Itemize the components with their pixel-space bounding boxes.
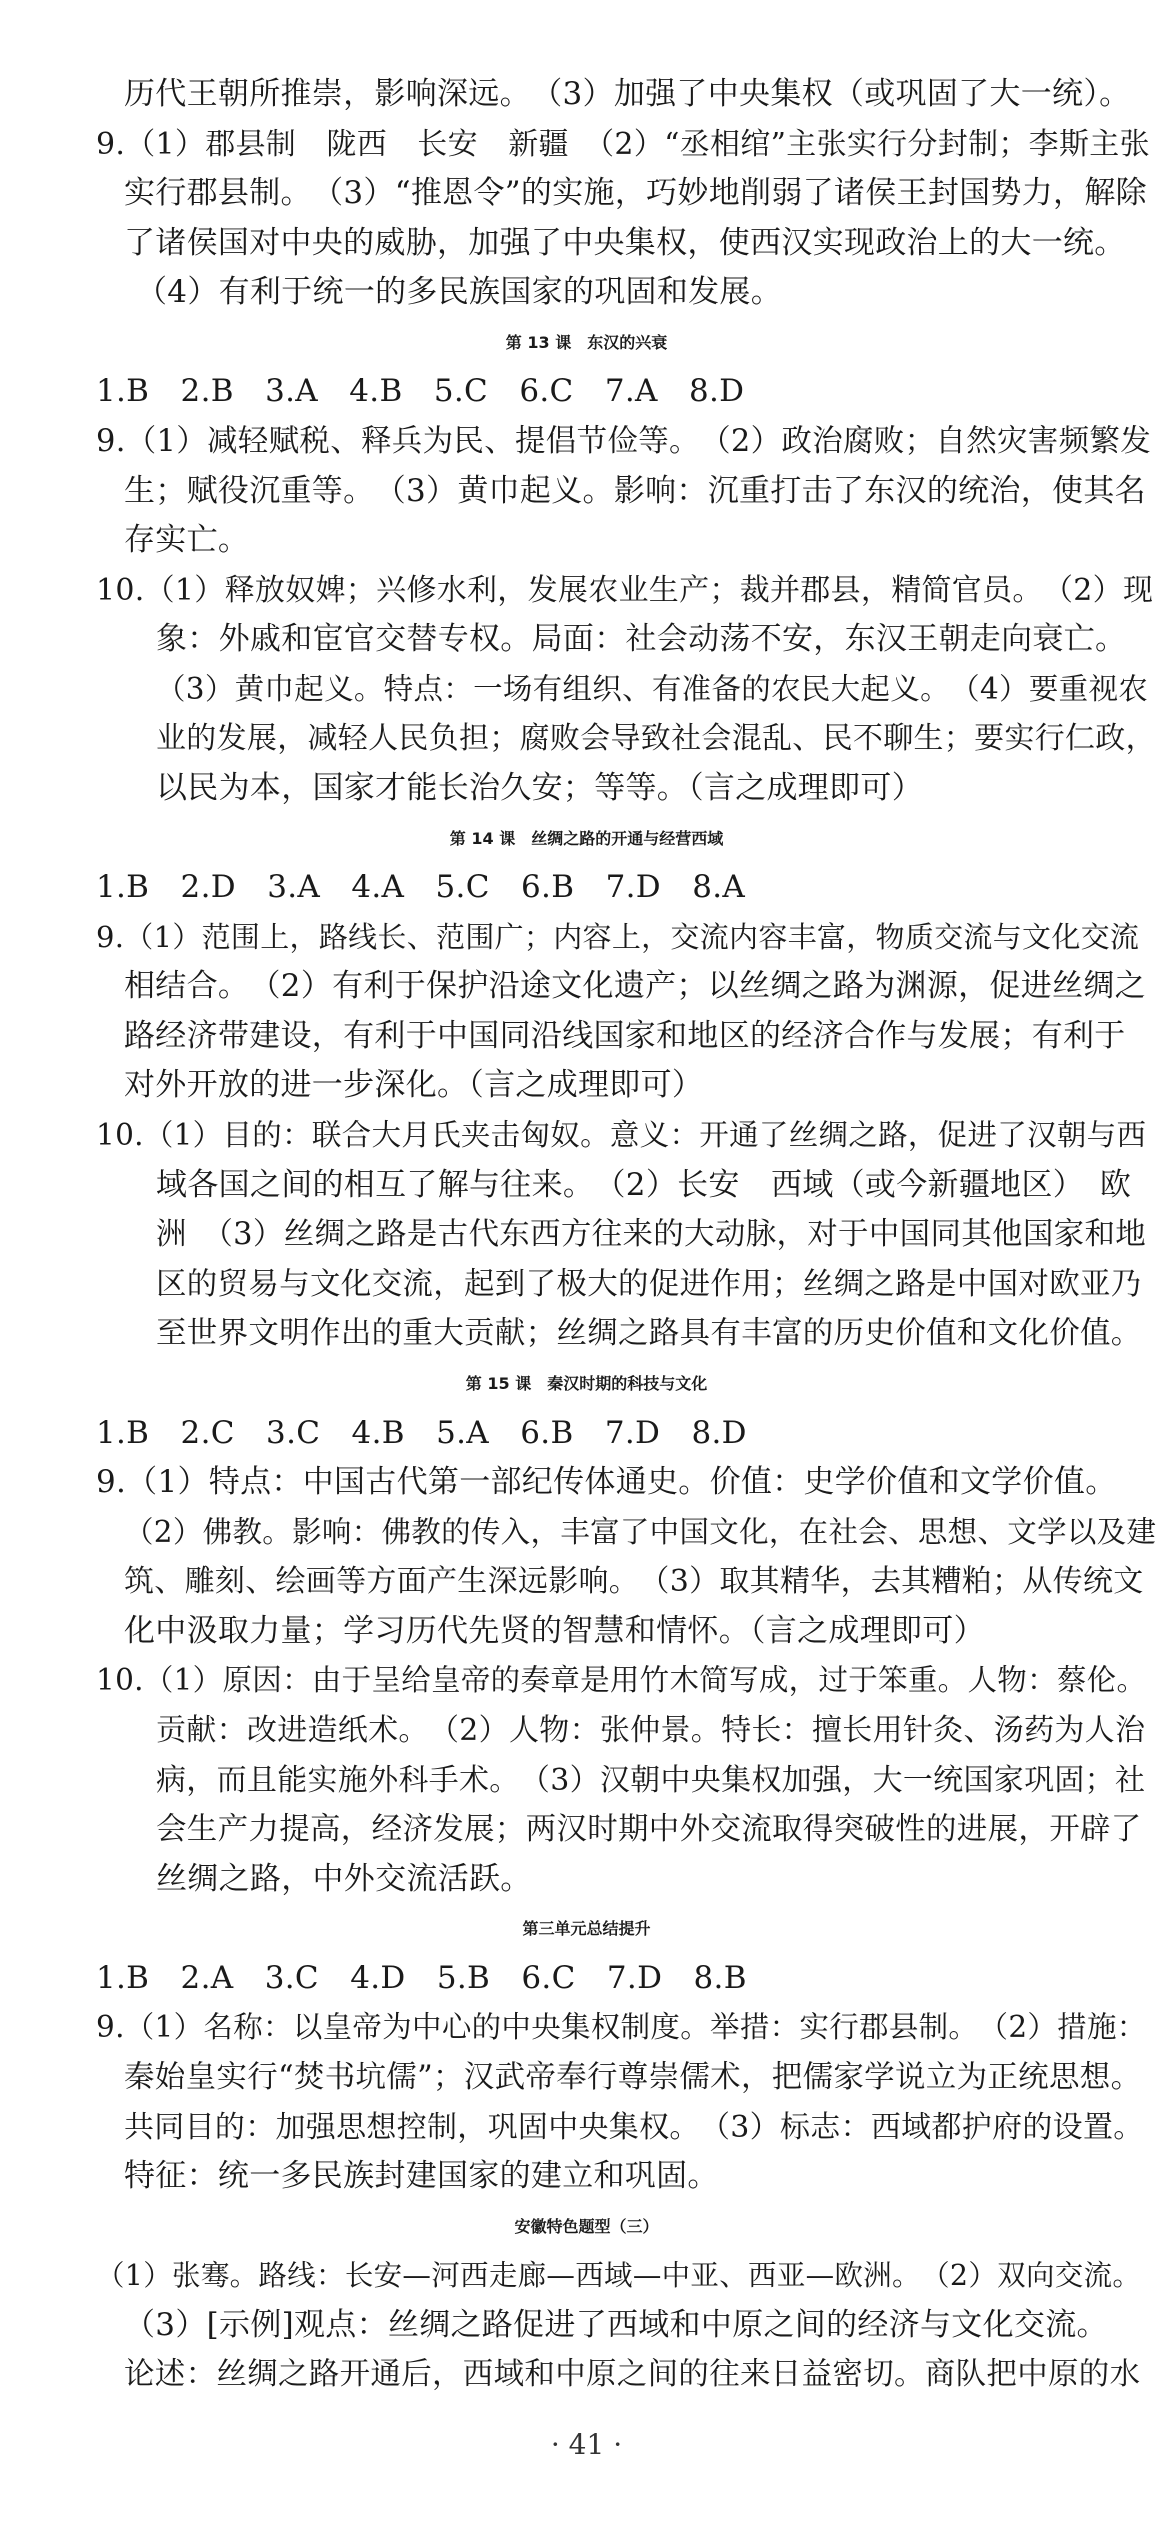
text-line: 特征：统一多民族封建国家的建立和巩固。 [124, 2158, 719, 2195]
text-line: 对外开放的进一步深化。（言之成理即可） [124, 1067, 704, 1104]
text-line: 以民为本，国家才能长治久安；等等。（言之成理即可） [156, 770, 923, 807]
text-line: 化中汲取力量；学习历代先贤的智慧和情怀。（言之成理即可） [124, 1612, 985, 1649]
text-line: （1）张骞。路线：长安—河西走廊—西域—中亚、西亚—欧洲。 （2）双向交流。 [96, 2259, 1142, 2293]
text-line: 9.（1）名称：以皇帝为中心的中央集权制度。举措：实行郡县制。 （2）措施： [96, 2010, 1147, 2045]
choice-answers: 1.B 2.C 3.C 4.B 5.A 6.B 7.D 8.D [96, 1414, 747, 1451]
text-line: 秦始皇实行“焚书坑儒”；汉武帝奉行尊崇儒术，把儒家学说立为正统思想。 [124, 2059, 1142, 2095]
text-line: 实行郡县制。 （3）“推恩令”的实施，巧妙地削弱了诸侯王封国势力，解除 [124, 175, 1147, 212]
text-line: 9.（1）减轻赋税、释兵为民、提倡节俭等。 （2）政治腐败；自然灾害频繁发 [96, 424, 1152, 460]
section-heading: 安徽特色题型（三） [514, 2216, 659, 2236]
text-line: 10.（1）原因：由于呈给皇帝的奏章是用竹木简写成，过于笨重。人物：蔡伦。 [96, 1663, 1147, 1698]
choice-answers: 1.B 2.D 3.A 4.A 5.C 6.B 7.D 8.A [96, 869, 746, 906]
section-heading: 第 14 课 丝绸之路的开通与经营西域 [449, 828, 724, 848]
section-heading: 第 13 课 东汉的兴衰 [505, 332, 668, 352]
text-line: 9.（1）郡县制 陇西 长安 新疆 （2）“丞相绾”主张实行分封制；李斯主张 [96, 126, 1150, 162]
text-line: 生；赋役沉重等。 （3）黄巾起义。影响：沉重打击了东汉的统治，使其名 [124, 472, 1146, 509]
text-line: 论述：丝绸之路开通后，西域和中原之间的往来日益密切。商队把中原的水 [124, 2357, 1141, 2393]
text-line: 路经济带建设，有利于中国同沿线国家和地区的经济合作与发展；有利于 [124, 1017, 1126, 1054]
text-line: （3）[示例]观点：丝绸之路促进了西域和中原之间的经济与文化交流。 [124, 2306, 1108, 2343]
text-line: 会生产力提高，经济发展；两汉时期中外交流取得突破性的进展，开辟了 [156, 1812, 1142, 1848]
section-heading: 第三单元总结提升 [522, 1919, 651, 1939]
text-line: 相结合。 （2）有利于保护沿途文化遗产；以丝绸之路为渊源，促进丝绸之 [124, 968, 1146, 1005]
choice-answers: 1.B 2.A 3.C 4.D 5.B 6.C 7.D 8.B [96, 1959, 747, 1996]
text-line: 了诸侯国对中央的威胁，加强了中央集权，使西汉实现政治上的大一统。 [124, 224, 1126, 261]
text-line: 历代王朝所推崇，影响深远。 （3）加强了中央集权（或巩固了大一统）。 [124, 76, 1131, 112]
text-line: 区的贸易与文化交流，起到了极大的促进作用；丝绸之路是中国对欧亚乃 [156, 1266, 1142, 1302]
text-line: 病，而且能实施外科手术。 （3）汉朝中央集权加强，大一统国家巩固；社 [156, 1762, 1146, 1798]
text-line: 域各国之间的相互了解与往来。 （2）长安 西域（或今新疆地区） 欧 [156, 1166, 1132, 1203]
choice-answers: 1.B 2.B 3.A 4.B 5.C 6.C 7.A 8.D [96, 373, 745, 410]
text-line: （2）佛教。影响：佛教的传入，丰富了中国文化，在社会、思想、文学以及建 [124, 1514, 1157, 1549]
text-line: 筑、雕刻、绘画等方面产生深远影响。 （3）取其精华，去其糟粕；从传统文 [124, 1564, 1144, 1600]
text-line: 贡献：改进造纸术。 （2）人物：张仲景。特长：擅长用针灸、汤药为人治 [156, 1712, 1146, 1748]
text-line: （3）黄巾起义。特点：一场有组织、有准备的农民大起义。 （4）要重视农 [156, 671, 1149, 706]
page-number: · 41 · [550, 2428, 623, 2461]
section-heading: 第 15 课 秦汉时期的科技与文化 [465, 1373, 708, 1393]
text-line: 洲 （3）丝绸之路是古代东西方往来的大动脉，对于中国同其他国家和地 [156, 1217, 1147, 1253]
text-line: （4）有利于统一的多民族国家的巩固和发展。 [136, 274, 783, 311]
text-line: 9.（1）范围上，路线长、范围广；内容上，交流内容丰富，物质交流与文化交流 [96, 919, 1140, 954]
text-line: 存实亡。 [124, 522, 250, 559]
text-line: 业的发展，减轻人民负担；腐败会导致社会混乱、民不聊生；要实行仁政， [156, 721, 1156, 757]
text-line: 9.（1）特点：中国古代第一部纪传体通史。价值：史学价值和文学价值。 [96, 1464, 1117, 1501]
text-line: 10.（1）释放奴婢；兴修水利，发展农业生产；裁并郡县，精简官员。 （2）现 [96, 572, 1154, 608]
text-line: 10.（1）目的：联合大月氏夹击匈奴。意义：开通了丝绸之路，促进了汉朝与西 [96, 1118, 1147, 1153]
text-line: 至世界文明作出的重大贡献；丝绸之路具有丰富的历史价值和文化价值。 [156, 1316, 1142, 1352]
text-line: 丝绸之路，中外交流活跃。 [156, 1860, 532, 1897]
text-line: 共同目的：加强思想控制，巩固中央集权。 （3）标志：西域都护府的设置。 [124, 2109, 1144, 2145]
text-line: 象：外戚和宦官交替专权。局面：社会动荡不安，东汉王朝走向衰亡。 [156, 621, 1127, 658]
